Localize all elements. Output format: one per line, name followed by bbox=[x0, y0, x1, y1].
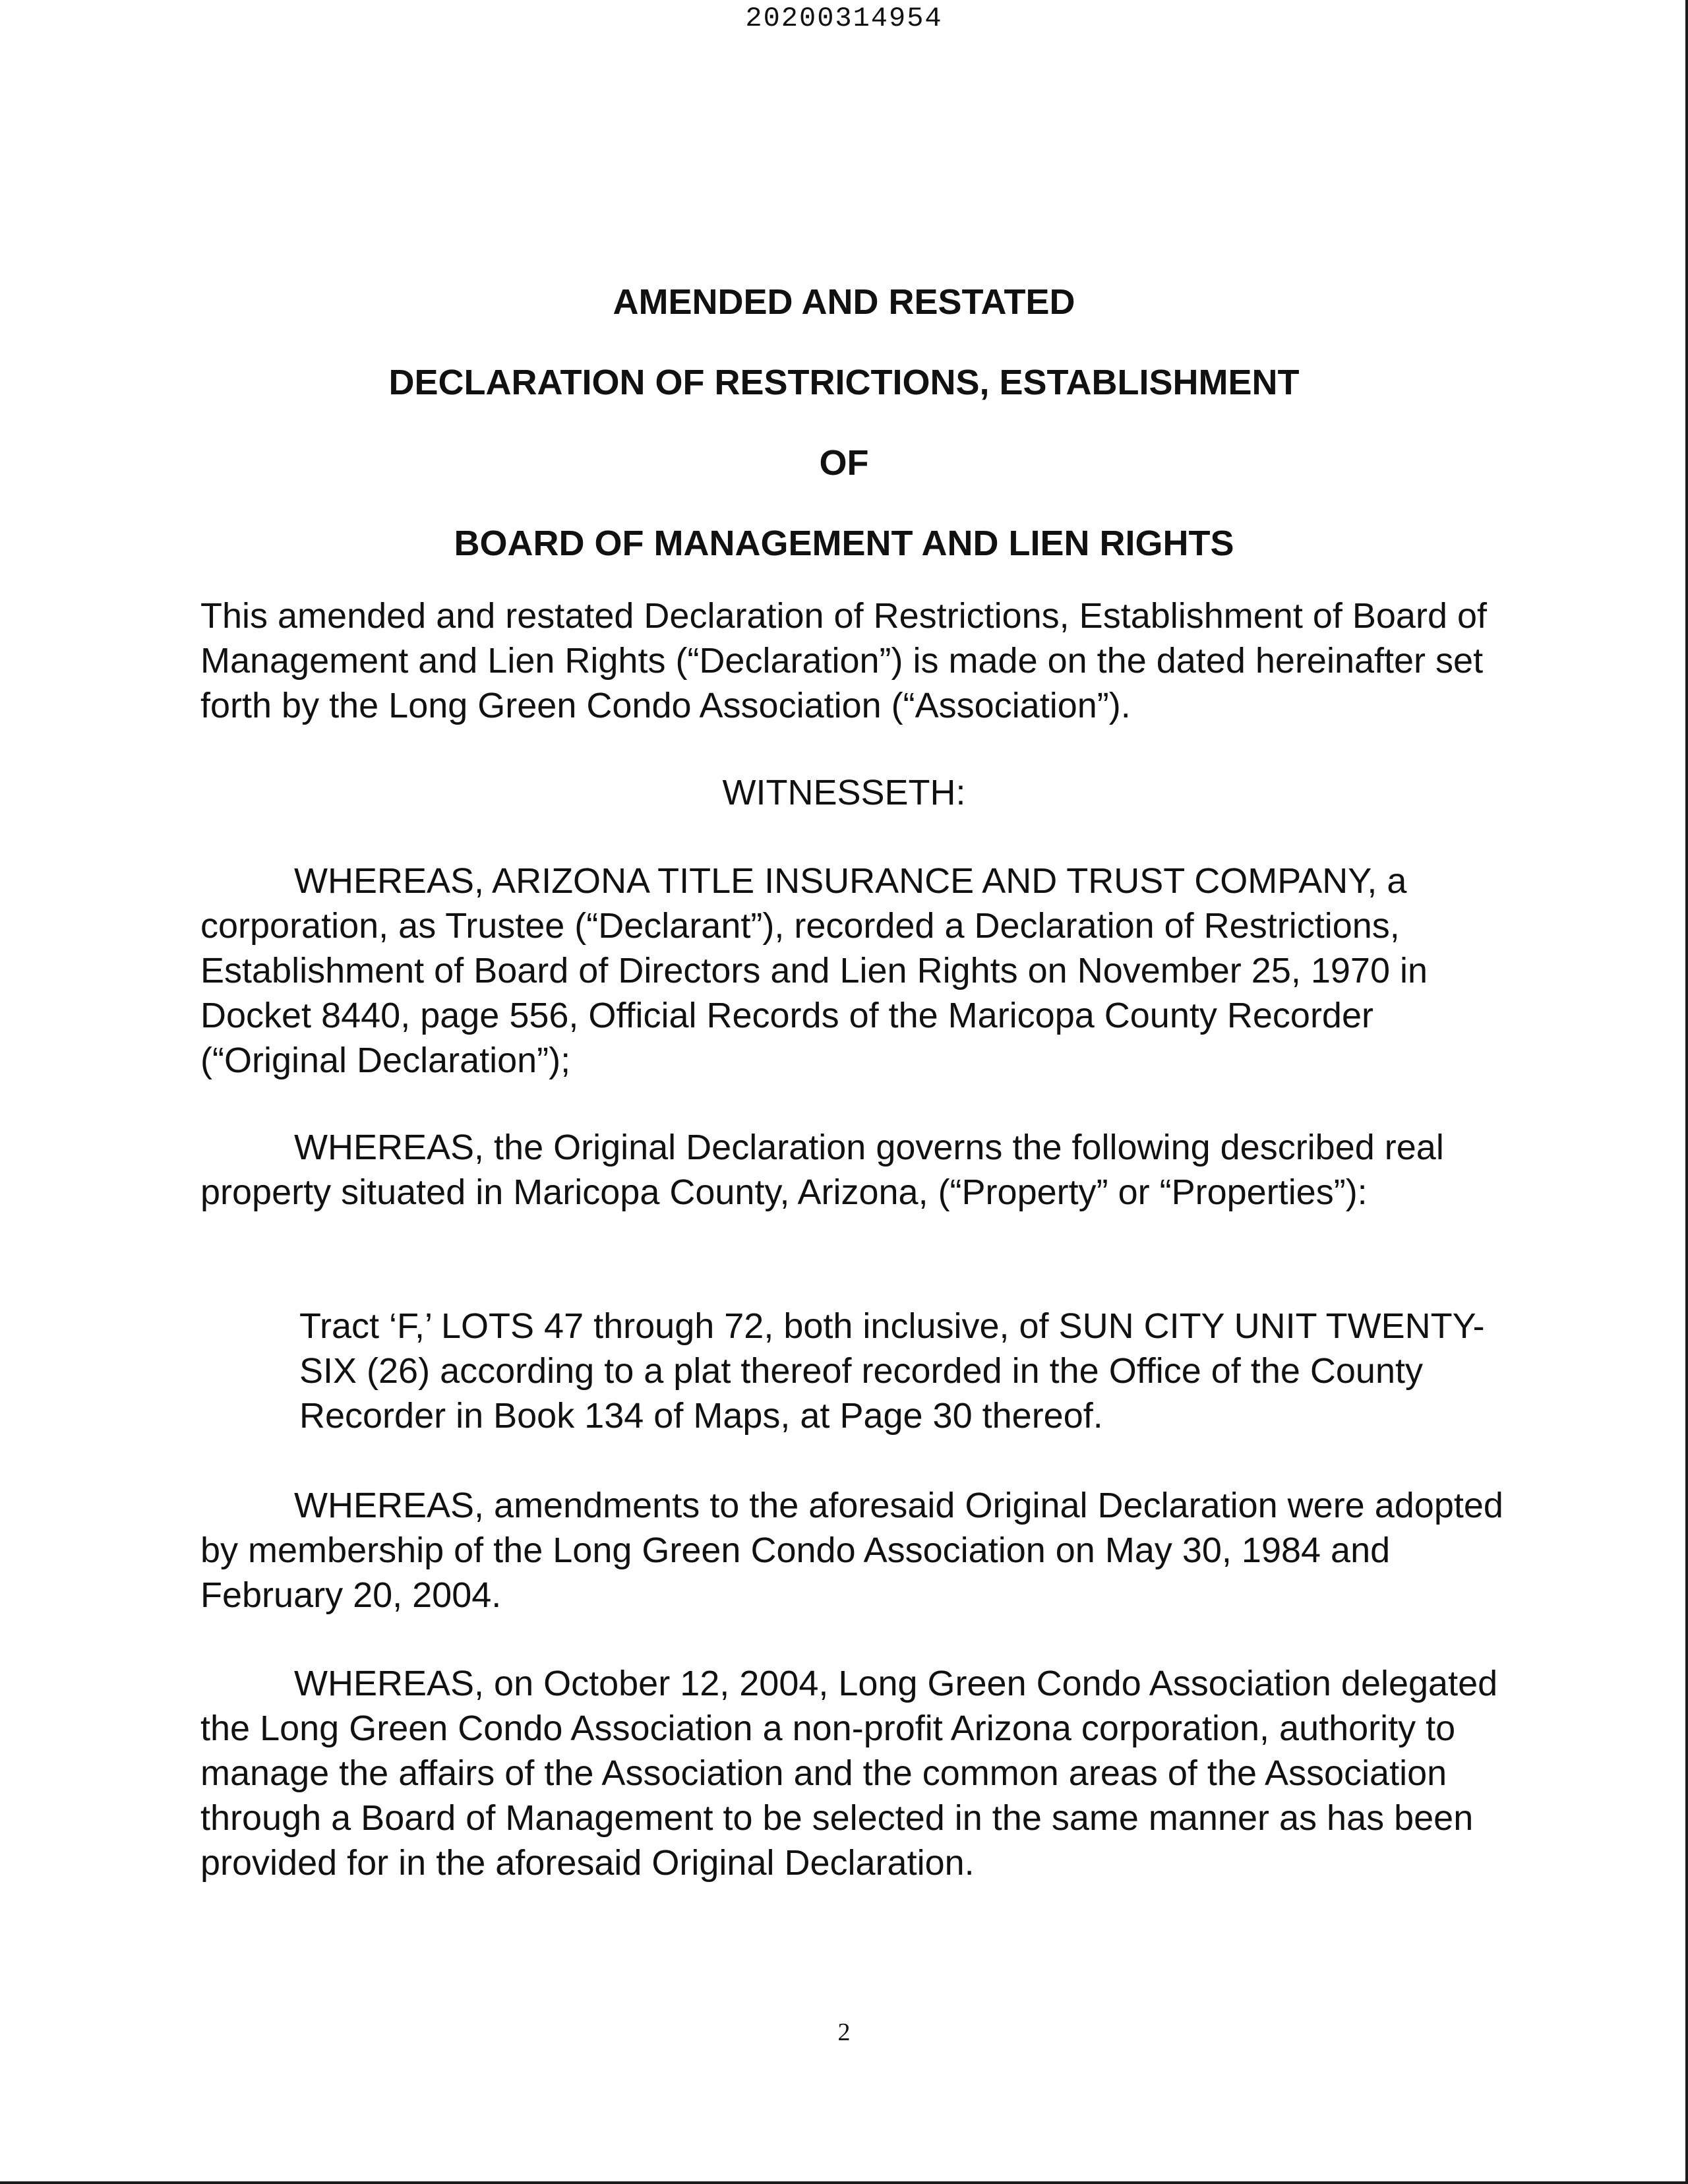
title-line-1: AMENDED AND RESTATED bbox=[613, 282, 1075, 322]
whereas-paragraph-4: WHEREAS, on October 12, 2004, Long Green Condo Association delegated the Long Green Condo Association a non-profit Arizona corporation, authority to manage the affairs of the Association and the common areas of the Association through a Board of Management to be selected in the same manner as has been provided for in the aforesaid Original Declaration. bbox=[200, 1664, 1498, 1883]
title-line-3: OF bbox=[819, 443, 869, 483]
intro-paragraph: This amended and restated Declaration of Restrictions, Establishment of Board of Management and Lien Rights (“Declaration”) is made on the dated hereinafter set forth by the Long Green Condo Association (“Association”). bbox=[200, 596, 1488, 725]
property-description: Tract ‘F,’ LOTS 47 through 72, both inclusive, of SUN CITY UNIT TWENTY-SIX (26) according to a plat thereof recorded in the Office of the County Recorder in Book 134 of Maps, at Page 30 thereof. bbox=[299, 1306, 1485, 1436]
whereas-paragraph-3: WHEREAS, amendments to the aforesaid Original Declaration were adopted by membership of the Long Green Condo Association on May 30, 1984 and February 20, 2004. bbox=[200, 1486, 1503, 1615]
title-line-4: BOARD OF MANAGEMENT AND LIEN RIGHTS bbox=[454, 524, 1234, 563]
whereas-paragraph-2: WHEREAS, the Original Declaration governs the following described real property situated in Maricopa County, Arizona, (“Property” or “Properties”): bbox=[200, 1128, 1444, 1212]
page-number: 2 bbox=[837, 2018, 851, 2046]
document-title bbox=[0, 281, 1688, 603]
witnesseth-heading: WITNESSETH: bbox=[722, 773, 966, 812]
recording-number: 20200314954 bbox=[745, 3, 943, 34]
title-line-2: DECLARATION OF RESTRICTIONS, ESTABLISHMENT bbox=[388, 363, 1300, 402]
whereas-paragraph-1: WHEREAS, ARIZONA TITLE INSURANCE AND TRUST COMPANY, a corporation, as Trustee (“Declarant”), recorded a Declaration of Restrictions, Establishment of Board of Directors and Lien Rights on November 25, 1970 in Docket 8440, page 556, Official Records of the Maricopa County Recorder (“Original Declaration”); bbox=[200, 861, 1428, 1080]
